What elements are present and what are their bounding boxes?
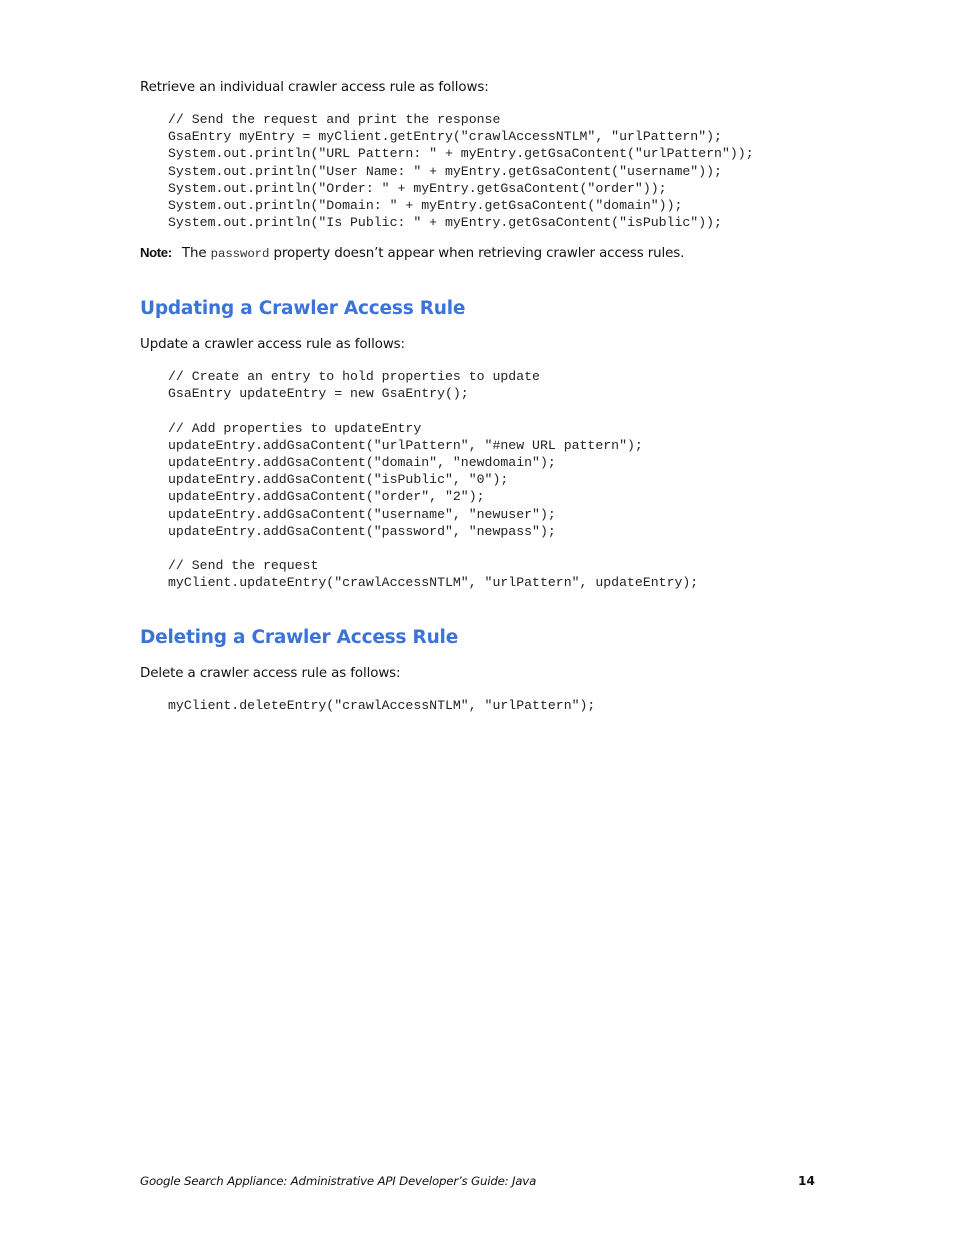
- footer-document-title: Google Search Appliance: Administrative API Developer’s Guide: Java: [140, 1174, 537, 1188]
- code-line: GsaEntry updateEntry = new GsaEntry();: [168, 386, 469, 402]
- document-page: [140, 0, 815, 1235]
- code-line: System.out.println("URL Pattern: " + myEntry.getGsaContent("urlPattern"));: [168, 146, 754, 162]
- delete-code-block: [168, 697, 595, 714]
- note-paragraph: [140, 244, 684, 263]
- code-line: [168, 402, 698, 419]
- updating-section-heading: Updating a Crawler Access Rule: [140, 298, 466, 319]
- code-line: System.out.println("User Name: " + myEntry.getGsaContent("username"));: [168, 163, 722, 179]
- code-line: // Create an entry to hold properties to update: [168, 369, 540, 384]
- code-line: [168, 540, 698, 557]
- update-code-block: [168, 368, 698, 591]
- update-intro: Update a crawler access rule as follows:: [140, 337, 405, 352]
- note-inline-code: password: [210, 247, 270, 261]
- code-line: updateEntry.addGsaContent("password", "newpass");: [168, 523, 556, 539]
- code-line: updateEntry.addGsaContent("domain", "newdomain");: [168, 454, 556, 470]
- retrieve-code-block: [168, 111, 754, 231]
- deleting-section-heading: Deleting a Crawler Access Rule: [140, 627, 459, 648]
- code-line: updateEntry.addGsaContent("username", "newuser");: [168, 506, 556, 522]
- code-line: myClient.deleteEntry("crawlAccessNTLM", "urlPattern");: [168, 698, 596, 713]
- code-line: updateEntry.addGsaContent("isPublic", "0");: [168, 472, 509, 488]
- footer-page-number: 14: [798, 1174, 815, 1188]
- code-line: updateEntry.addGsaContent("order", "2");: [168, 489, 485, 505]
- code-line: updateEntry.addGsaContent("urlPattern", "#new URL pattern");: [168, 437, 643, 453]
- code-line: System.out.println("Domain: " + myEntry.getGsaContent("domain"));: [168, 197, 683, 213]
- note-label: Note:: [140, 245, 172, 260]
- code-line: GsaEntry myEntry = myClient.getEntry("crawlAccessNTLM", "urlPattern");: [168, 129, 722, 145]
- code-line: // Add properties to updateEntry: [168, 420, 422, 436]
- note-suffix: property doesn’t appear when retrieving crawler access rules.: [273, 246, 685, 261]
- delete-intro: Delete a crawler access rule as follows:: [140, 666, 401, 681]
- retrieve-intro: Retrieve an individual crawler access rule as follows:: [140, 80, 489, 95]
- code-line: System.out.println("Is Public: " + myEntry.getGsaContent("isPublic"));: [168, 215, 722, 231]
- code-line: System.out.println("Order: " + myEntry.getGsaContent("order"));: [168, 180, 667, 196]
- code-line: // Send the request and print the response: [168, 112, 501, 127]
- note-prefix: The: [181, 246, 207, 261]
- code-line: // Send the request: [168, 558, 319, 574]
- code-line: myClient.updateEntry("crawlAccessNTLM", "urlPattern", updateEntry);: [168, 575, 699, 591]
